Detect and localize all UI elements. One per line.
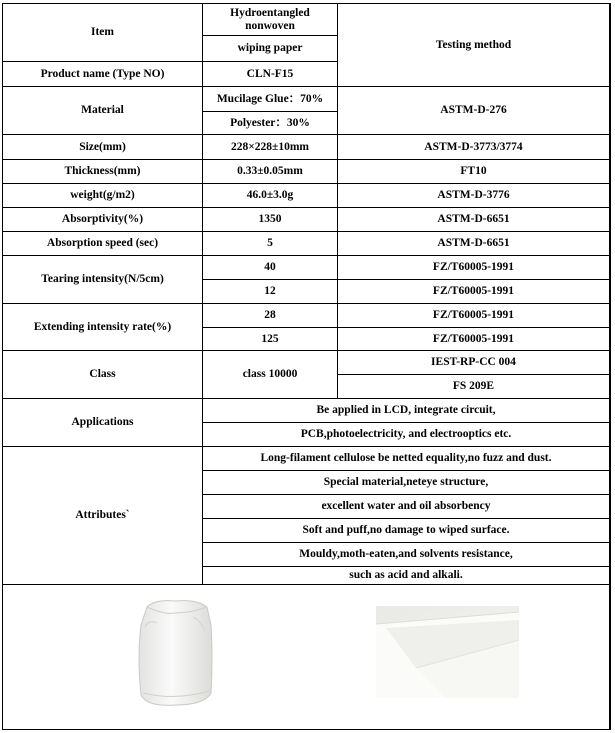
label-class: Class: [89, 368, 116, 380]
header-product-line2: nonwoven: [245, 19, 295, 32]
label-applications: Applications: [71, 416, 134, 428]
method-size: ASTM-D-3773/3774: [424, 140, 523, 153]
attributes-line-5: Mouldy,moth-eaten,and solvents resistance,: [299, 548, 513, 560]
value-tearing-2: 12: [264, 285, 276, 297]
label-product-name: Product name (Type NO): [40, 67, 165, 80]
attributes-line-3: excellent water and oil absorbency: [321, 500, 491, 512]
method-absorption-speed: ASTM-D-6651: [437, 237, 510, 249]
method-class-2: FS 209E: [452, 380, 495, 392]
label-extending: Extending intensity rate(%): [33, 320, 172, 333]
value-absorption-speed: 5: [267, 237, 273, 249]
label-material: Material: [81, 104, 124, 116]
applications-line-1: Be applied in LCD, integrate circuit,: [316, 404, 496, 416]
method-absorptivity: ASTM-D-6651: [437, 213, 510, 225]
value-absorptivity: 1350: [258, 213, 282, 225]
header-product-line1: Hydroentangled: [230, 6, 310, 19]
method-extending-2: FZ/T60005-1991: [432, 332, 515, 345]
value-extending-1: 28: [264, 309, 276, 321]
header-product-sub: wiping paper: [237, 42, 303, 54]
header-item: Item: [91, 26, 114, 38]
method-extending-1: FZ/T60005-1991: [432, 309, 515, 321]
value-weight: 46.0±3.0g: [246, 189, 294, 201]
value-size: 228×228±10mm: [230, 140, 310, 153]
label-tearing: Tearing intensity(N/5cm): [41, 273, 164, 285]
label-attributes: Attributes`: [75, 509, 130, 521]
wipe-sheet-image: [376, 606, 519, 698]
method-tearing-1: FZ/T60005-1991: [432, 261, 515, 273]
wipe-stack-image: [135, 597, 215, 709]
value-class: class 10000: [242, 368, 298, 380]
method-weight: ASTM-D-3776: [437, 189, 510, 201]
label-absorption-speed: Absorption speed (sec): [46, 237, 159, 249]
value-extending-2: 125: [261, 332, 279, 345]
value-product-name: CLN-F15: [246, 67, 294, 80]
value-thickness: 0.33±0.05mm: [237, 165, 303, 177]
value-material-1: Mucilage Glue：70%: [216, 92, 324, 105]
label-thickness: Thickness(mm): [64, 165, 141, 177]
applications-line-2: PCB,photoelectricity, and electrooptics etc.: [300, 428, 512, 440]
method-thickness: FT10: [460, 165, 487, 177]
header-product: [203, 4, 337, 35]
attributes-line-2: Special material,neteye structure,: [323, 476, 489, 488]
value-tearing-1: 40: [264, 261, 276, 273]
label-absorptivity: Absorptivity(%): [61, 213, 144, 225]
header-testing-method: Testing method: [435, 38, 512, 51]
method-tearing-2: FZ/T60005-1991: [432, 285, 515, 297]
attributes-line-6: such as acid and alkali.: [349, 569, 463, 581]
method-class-1: IEST-RP-CC 004: [431, 356, 516, 368]
attributes-line-4: Soft and puff,no damage to wiped surface.: [302, 524, 510, 536]
label-weight: weight(g/m2): [70, 189, 135, 201]
value-material-2: Polyester：30%: [230, 116, 310, 129]
method-material: ASTM-D-276: [440, 104, 507, 116]
attributes-line-1: Long-filament cellulose be netted equality,no fuzz and dust.: [260, 452, 552, 464]
label-size: Size(mm): [79, 140, 126, 153]
